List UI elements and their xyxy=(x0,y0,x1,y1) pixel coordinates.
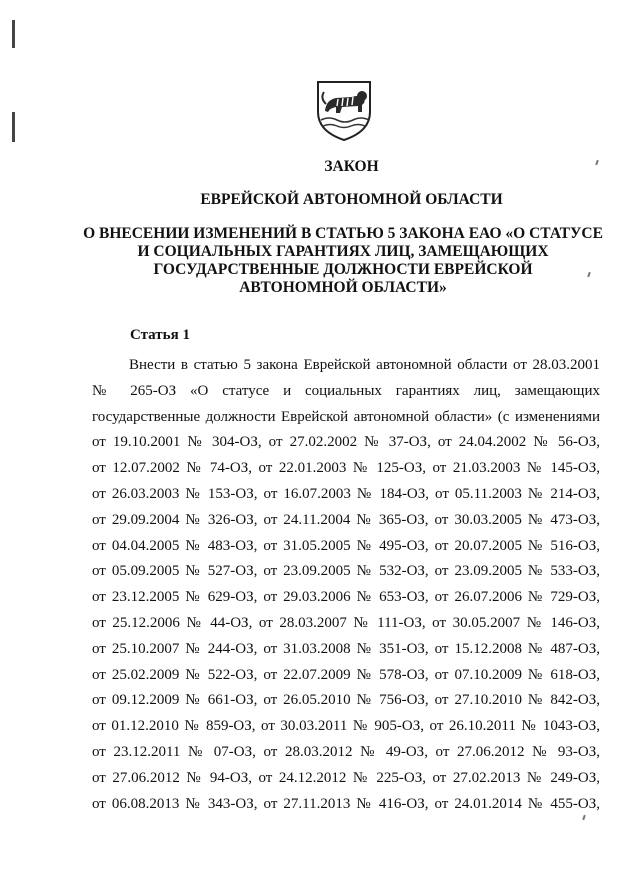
scan-mark xyxy=(12,20,15,48)
article-title: Статья 1 xyxy=(130,327,190,343)
article-line: от 26.03.2003 № 153-ОЗ, от 16.07.2003 № 184-ОЗ, от 05.11.2003 № 214-ОЗ, xyxy=(92,485,600,502)
article-line: от 19.10.2001 № 304-ОЗ, от 27.02.2002 № 37-ОЗ, от 24.04.2002 № 56-ОЗ, xyxy=(92,434,600,451)
document-type-title: ЗАКОН xyxy=(324,158,379,175)
article-line: от 27.06.2012 № 94-ОЗ, от 24.12.2012 № 225-ОЗ, от 27.02.2013 № 249-ОЗ, xyxy=(92,769,600,786)
article-line: от 06.08.2013 № 343-ОЗ, от 27.11.2013 № 416-ОЗ, от 24.01.2014 № 455-ОЗ, xyxy=(92,795,600,812)
article-line: государственные должности Еврейской автономной области» (с изменениями xyxy=(92,408,600,425)
article-line: Внести в статью 5 закона Еврейской автономной области от 28.03.2001 xyxy=(129,357,600,373)
region-title: ЕВРЕЙСКОЙ АВТОНОМНОЙ ОБЛАСТИ xyxy=(200,191,503,208)
law-heading xyxy=(48,225,638,297)
law-heading-line: О ВНЕСЕНИИ ИЗМЕНЕНИЙ В СТАТЬЮ 5 ЗАКОНА ЕАО «О СТАТУСЕ xyxy=(83,225,603,242)
article-line: от 04.04.2005 № 483-ОЗ, от 31.05.2005 № 495-ОЗ, от 20.07.2005 № 516-ОЗ, xyxy=(92,537,600,554)
law-heading-line: ГОСУДАРСТВЕННЫЕ ДОЛЖНОСТИ ЕВРЕЙСКОЙ xyxy=(153,261,533,278)
law-heading-line: АВТОНОМНОЙ ОБЛАСТИ» xyxy=(239,279,447,296)
article-line: от 25.10.2007 № 244-ОЗ, от 31.03.2008 № 351-ОЗ, от 15.12.2008 № 487-ОЗ, xyxy=(92,640,600,657)
article-line: от 01.12.2010 № 859-ОЗ, от 30.03.2011 № 905-ОЗ, от 26.10.2011 № 1043-ОЗ, xyxy=(92,718,600,735)
article-line: от 12.07.2002 № 74-ОЗ, от 22.01.2003 № 125-ОЗ, от 21.03.2003 № 145-ОЗ, xyxy=(92,460,600,477)
article-line: от 09.12.2009 № 661-ОЗ, от 26.05.2010 № 756-ОЗ, от 27.10.2010 № 842-ОЗ, xyxy=(92,692,600,709)
article-line: от 25.02.2009 № 522-ОЗ, от 22.07.2009 № 578-ОЗ, от 07.10.2009 № 618-ОЗ, xyxy=(92,666,600,683)
article-line: от 25.12.2006 № 44-ОЗ, от 28.03.2007 № 111-ОЗ, от 30.05.2007 № 146-ОЗ, xyxy=(92,614,600,631)
article-line: от 23.12.2005 № 629-ОЗ, от 29.03.2006 № 653-ОЗ, от 26.07.2006 № 729-ОЗ, xyxy=(92,589,600,606)
law-heading-line: И СОЦИАЛЬНЫХ ГАРАНТИЯХ ЛИЦ, ЗАМЕЩАЮЩИХ xyxy=(137,243,549,260)
scan-mark xyxy=(12,112,15,142)
article-line: от 23.12.2011 № 07-ОЗ, от 28.03.2012 № 49-ОЗ, от 27.06.2012 № 93-ОЗ, xyxy=(92,743,600,760)
article-line: от 29.09.2004 № 326-ОЗ, от 24.11.2004 № 365-ОЗ, от 30.03.2005 № 473-ОЗ, xyxy=(92,511,600,528)
article-line: № 265-ОЗ «О статусе и социальных гарантиях лиц, замещающих xyxy=(92,382,600,399)
article-line: от 05.09.2005 № 527-ОЗ, от 23.09.2005 № 532-ОЗ, от 23.09.2005 № 533-ОЗ, xyxy=(92,563,600,580)
article-body xyxy=(92,353,600,817)
coat-of-arms-tiger-icon xyxy=(312,78,376,142)
scan-speck xyxy=(582,815,586,820)
